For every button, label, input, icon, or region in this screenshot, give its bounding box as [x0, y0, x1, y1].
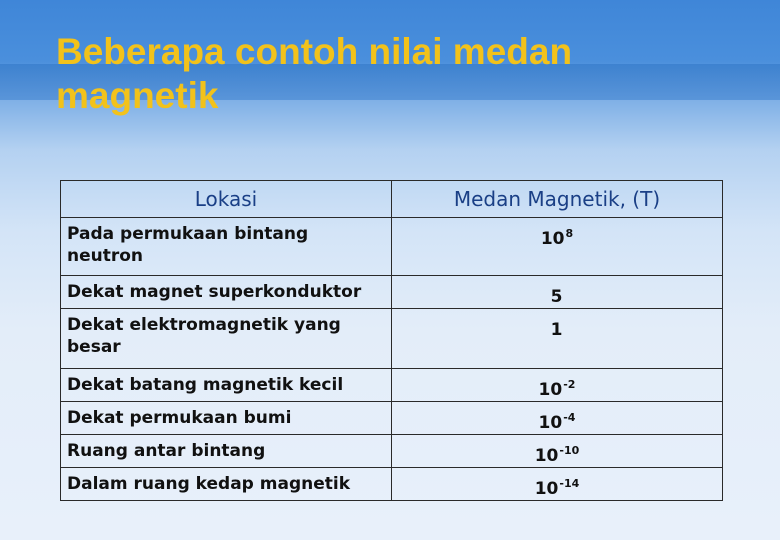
field-value-cell	[392, 435, 723, 468]
value-base: 10	[538, 413, 563, 433]
value-exponent: 8	[565, 227, 574, 240]
table-row	[61, 468, 723, 501]
value-base: 10	[534, 479, 559, 499]
table-row	[61, 218, 723, 276]
location-cell: Dekat permukaan bumi	[61, 402, 392, 435]
slide-title: Beberapa contoh nilai medan magnetik	[56, 31, 573, 116]
value-exponent: -2	[563, 378, 576, 391]
magnetic-field-table	[60, 180, 723, 501]
value-exponent: -14	[559, 477, 580, 490]
table-row	[61, 402, 723, 435]
table-row	[61, 435, 723, 468]
header-location: Lokasi	[61, 181, 392, 218]
field-value-cell	[392, 402, 723, 435]
table-row	[61, 276, 723, 309]
table-row	[61, 369, 723, 402]
table-header-row	[61, 181, 723, 218]
location-cell: Ruang antar bintang	[61, 435, 392, 468]
value-exponent: -4	[563, 411, 576, 424]
location-cell: Pada permukaan bintang neutron	[61, 218, 392, 276]
location-cell: Dalam ruang kedap magnetik	[61, 468, 392, 501]
location-cell: Dekat elektromagnetik yang besar	[61, 309, 392, 369]
field-value-cell	[392, 309, 723, 369]
location-cell: Dekat magnet superkonduktor	[61, 276, 392, 309]
field-value-cell	[392, 218, 723, 276]
field-value-cell	[392, 369, 723, 402]
value-base: 10	[540, 229, 565, 249]
field-value-cell	[392, 276, 723, 309]
header-magnetic-field: Medan Magnetik, (T)	[392, 181, 723, 218]
location-cell: Dekat batang magnetik kecil	[61, 369, 392, 402]
value-base: 5	[550, 287, 563, 307]
value-base: 10	[538, 380, 563, 400]
table-row	[61, 309, 723, 369]
field-value-cell	[392, 468, 723, 501]
value-base: 10	[534, 446, 559, 466]
value-base: 1	[550, 320, 563, 340]
value-exponent: -10	[559, 444, 580, 457]
